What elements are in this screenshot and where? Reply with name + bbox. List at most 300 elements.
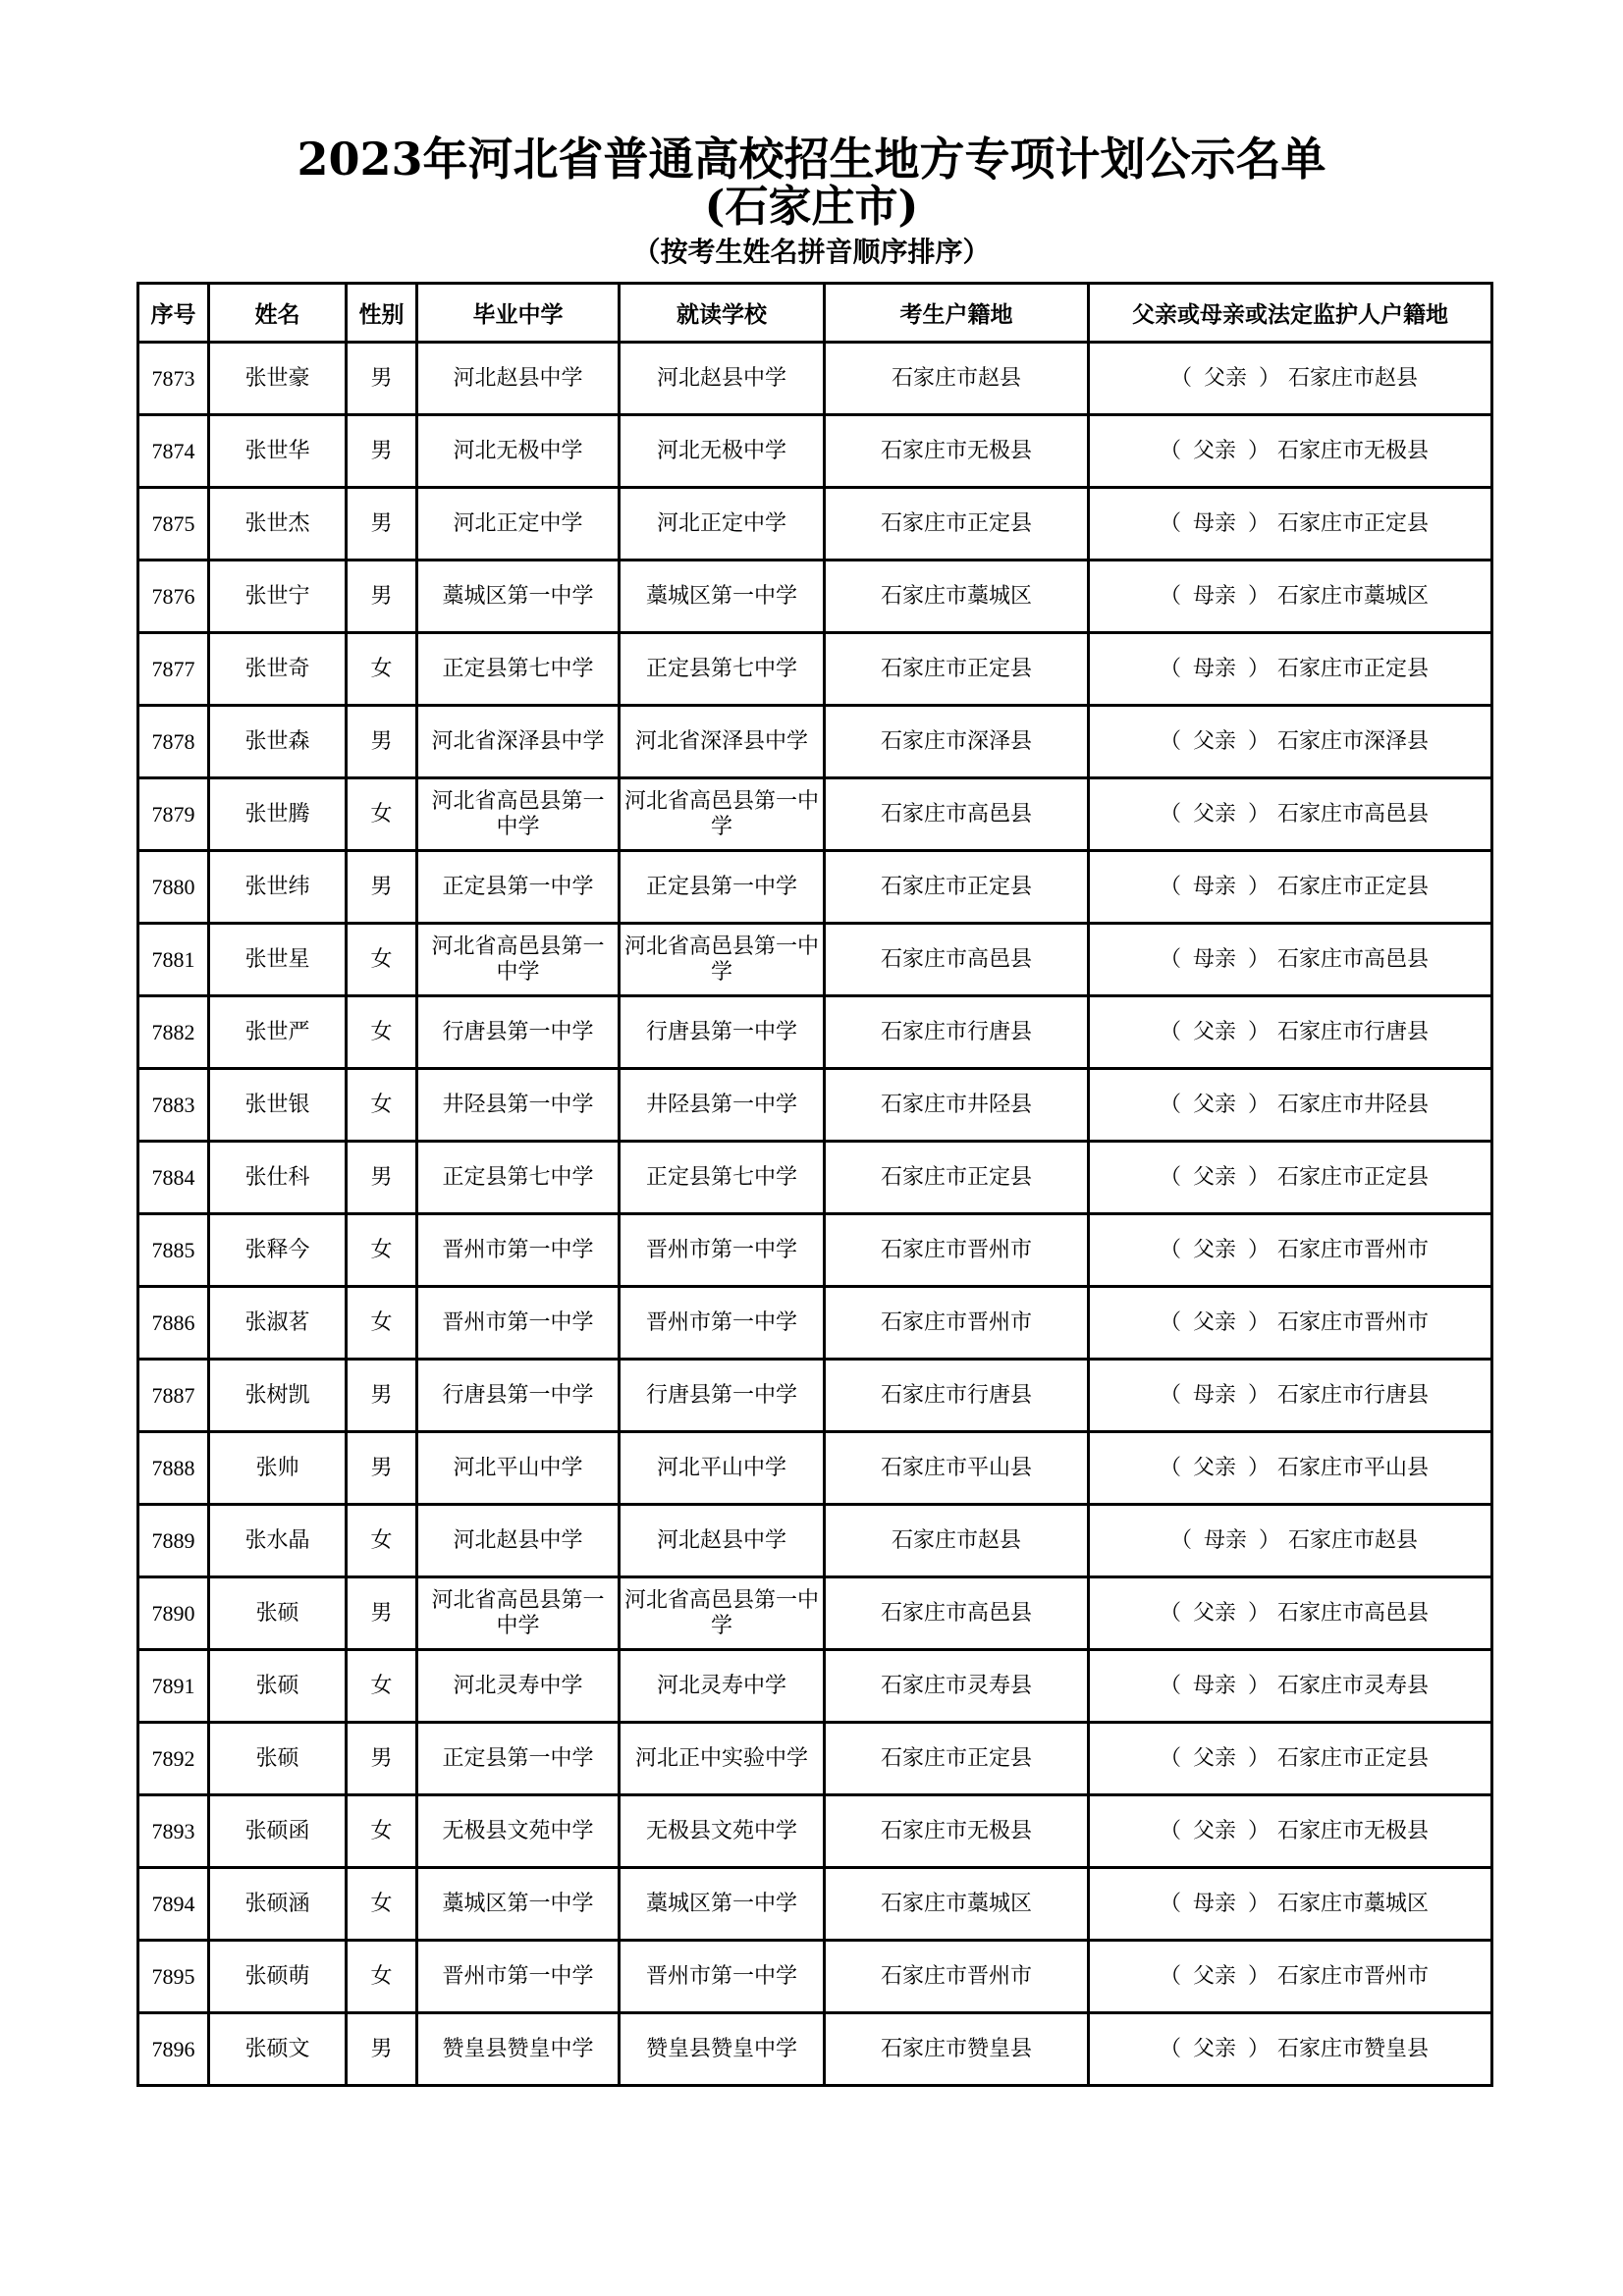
serial-number-cell: 7888: [138, 1432, 209, 1505]
gender-cell: 男: [347, 415, 417, 488]
parent-residence-cell: [1089, 633, 1492, 706]
parent-relation: 母亲: [1192, 1673, 1236, 1698]
close-paren: ）: [1248, 1600, 1271, 1626]
gender-cell: 女: [347, 1868, 417, 1941]
parent-residence-cell: [1089, 1723, 1492, 1795]
parent-residence: 石家庄市藁城区: [1277, 583, 1430, 609]
open-paren: （: [1159, 1309, 1181, 1335]
student-residence-cell: 石家庄市高邑县: [825, 1577, 1089, 1650]
parent-relation: 母亲: [1192, 510, 1236, 536]
table-row: [138, 1868, 1492, 1941]
graduation-school-cell: 河北正定中学: [417, 488, 620, 561]
graduation-school-cell: 河北省深泽县中学: [417, 706, 620, 778]
close-paren: ）: [1248, 656, 1271, 681]
close-paren: ）: [1248, 1673, 1271, 1698]
parent-residence-cell: [1089, 706, 1492, 778]
table-row: [138, 1432, 1492, 1505]
open-paren: （: [1159, 1092, 1181, 1117]
close-paren: ）: [1248, 1309, 1271, 1335]
current-school-cell: 河北省深泽县中学: [620, 706, 825, 778]
serial-number-cell: 7884: [138, 1142, 209, 1214]
table-header: [138, 284, 1492, 343]
gender-cell: 女: [347, 778, 417, 851]
table-body: [138, 343, 1492, 2086]
close-paren: ）: [1259, 365, 1281, 391]
student-residence-cell: 石家庄市行唐县: [825, 1360, 1089, 1432]
header-name: 姓名: [209, 284, 347, 343]
parent-residence-cell: [1089, 488, 1492, 561]
parent-residence-cell: [1089, 1214, 1492, 1287]
table-row: [138, 633, 1492, 706]
close-paren: ）: [1259, 1527, 1281, 1553]
table-row: [138, 343, 1492, 415]
close-paren: ）: [1248, 1164, 1271, 1190]
open-paren: （: [1159, 1019, 1181, 1044]
parent-relation: 母亲: [1192, 656, 1236, 681]
student-name-cell: 张世纬: [209, 851, 347, 924]
close-paren: ）: [1248, 1237, 1271, 1262]
serial-number-cell: 7875: [138, 488, 209, 561]
parent-relation: 母亲: [1192, 583, 1236, 609]
open-paren: （: [1159, 1963, 1181, 1989]
parent-residence: 石家庄市灵寿县: [1277, 1673, 1430, 1698]
parent-relation: 母亲: [1192, 1891, 1236, 1916]
parent-residence-cell: [1089, 1069, 1492, 1142]
table-row: [138, 1360, 1492, 1432]
student-name-cell: 张帅: [209, 1432, 347, 1505]
parent-relation: 父亲: [1192, 801, 1236, 827]
close-paren: ）: [1248, 1455, 1271, 1480]
close-paren: ）: [1248, 1818, 1271, 1843]
student-residence-cell: 石家庄市晋州市: [825, 1287, 1089, 1360]
serial-number-cell: 7880: [138, 851, 209, 924]
header-gender: 性别: [347, 284, 417, 343]
close-paren: ）: [1248, 438, 1271, 463]
parent-residence: 石家庄市正定县: [1277, 1745, 1430, 1771]
parent-relation: 母亲: [1192, 946, 1236, 972]
current-school-cell: 藁城区第一中学: [620, 561, 825, 633]
sort-order-note: （按考生姓名拼音顺序排序）: [632, 236, 991, 268]
parent-residence: 石家庄市深泽县: [1277, 728, 1430, 754]
parent-residence-cell: [1089, 851, 1492, 924]
gender-cell: 女: [347, 924, 417, 996]
parent-residence: 石家庄市行唐县: [1277, 1382, 1430, 1408]
student-name-cell: 张硕文: [209, 2013, 347, 2086]
serial-number-cell: 7882: [138, 996, 209, 1069]
table-row: [138, 1941, 1492, 2013]
parent-relation: 父亲: [1192, 728, 1236, 754]
open-paren: （: [1159, 801, 1181, 827]
student-name-cell: 张世宁: [209, 561, 347, 633]
current-school-cell: 河北无极中学: [620, 415, 825, 488]
student-name-cell: 张硕: [209, 1723, 347, 1795]
serial-number-cell: 7885: [138, 1214, 209, 1287]
table-row: [138, 1650, 1492, 1723]
close-paren: ）: [1248, 1019, 1271, 1044]
close-paren: ）: [1248, 801, 1271, 827]
table-row: [138, 851, 1492, 924]
student-residence-cell: 石家庄市平山县: [825, 1432, 1089, 1505]
student-name-cell: 张世星: [209, 924, 347, 996]
student-residence-cell: 石家庄市正定县: [825, 633, 1089, 706]
current-school-cell: 河北平山中学: [620, 1432, 825, 1505]
parent-residence-cell: [1089, 561, 1492, 633]
gender-cell: 男: [347, 706, 417, 778]
open-paren: （: [1159, 510, 1181, 536]
student-name-cell: 张硕: [209, 1577, 347, 1650]
header-current-school: 就读学校: [620, 284, 825, 343]
parent-residence-cell: [1089, 415, 1492, 488]
parent-relation: 父亲: [1192, 1164, 1236, 1190]
serial-number-cell: 7894: [138, 1868, 209, 1941]
student-residence-cell: 石家庄市正定县: [825, 1723, 1089, 1795]
table-row: [138, 1505, 1492, 1577]
gender-cell: 女: [347, 1650, 417, 1723]
parent-residence-cell: [1089, 1505, 1492, 1577]
current-school-cell: 正定县第七中学: [620, 1142, 825, 1214]
student-name-cell: 张世奇: [209, 633, 347, 706]
open-paren: （: [1159, 1382, 1181, 1408]
graduation-school-cell: 河北赵县中学: [417, 343, 620, 415]
table-row: [138, 561, 1492, 633]
open-paren: （: [1159, 1891, 1181, 1916]
graduation-school-cell: 河北省高邑县第一中学: [417, 924, 620, 996]
table-row: [138, 415, 1492, 488]
graduation-school-cell: 正定县第七中学: [417, 1142, 620, 1214]
student-name-cell: 张仕科: [209, 1142, 347, 1214]
parent-relation: 父亲: [1192, 1309, 1236, 1335]
student-name-cell: 张世腾: [209, 778, 347, 851]
student-name-cell: 张世豪: [209, 343, 347, 415]
current-school-cell: 河北省高邑县第一中学: [620, 1577, 825, 1650]
header-student-residence: 考生户籍地: [825, 284, 1089, 343]
open-paren: （: [1159, 1818, 1181, 1843]
close-paren: ）: [1248, 1963, 1271, 1989]
serial-number-cell: 7881: [138, 924, 209, 996]
current-school-cell: 河北正定中学: [620, 488, 825, 561]
parent-relation: 父亲: [1192, 1963, 1236, 1989]
parent-residence: 石家庄市高邑县: [1277, 1600, 1430, 1626]
graduation-school-cell: 晋州市第一中学: [417, 1287, 620, 1360]
parent-relation: 母亲: [1192, 874, 1236, 899]
graduation-school-cell: 河北灵寿中学: [417, 1650, 620, 1723]
close-paren: ）: [1248, 728, 1271, 754]
parent-residence: 石家庄市无极县: [1277, 1818, 1430, 1843]
serial-number-cell: 7887: [138, 1360, 209, 1432]
table-row: [138, 924, 1492, 996]
gender-cell: 男: [347, 2013, 417, 2086]
parent-residence-cell: [1089, 1941, 1492, 2013]
student-name-cell: 张淑茗: [209, 1287, 347, 1360]
graduation-school-cell: 行唐县第一中学: [417, 1360, 620, 1432]
table-row: [138, 1795, 1492, 1868]
gender-cell: 女: [347, 996, 417, 1069]
graduation-school-cell: 藁城区第一中学: [417, 561, 620, 633]
gender-cell: 女: [347, 1505, 417, 1577]
open-paren: （: [1159, 1673, 1181, 1698]
table-row: [138, 778, 1492, 851]
close-paren: ）: [1248, 874, 1271, 899]
student-residence-cell: 石家庄市赞皇县: [825, 2013, 1089, 2086]
table-row: [138, 996, 1492, 1069]
gender-cell: 男: [347, 1723, 417, 1795]
gender-cell: 男: [347, 343, 417, 415]
open-paren: （: [1159, 874, 1181, 899]
gender-cell: 男: [347, 851, 417, 924]
serial-number-cell: 7874: [138, 415, 209, 488]
open-paren: （: [1159, 438, 1181, 463]
open-paren: （: [1159, 656, 1181, 681]
graduation-school-cell: 晋州市第一中学: [417, 1214, 620, 1287]
parent-residence: 石家庄市正定县: [1277, 510, 1430, 536]
graduation-school-cell: 正定县第七中学: [417, 633, 620, 706]
parent-residence: 石家庄市高邑县: [1277, 946, 1430, 972]
serial-number-cell: 7879: [138, 778, 209, 851]
student-name-cell: 张世森: [209, 706, 347, 778]
student-residence-cell: 石家庄市藁城区: [825, 1868, 1089, 1941]
document-subtitle-city: (石家庄市): [704, 182, 919, 232]
open-paren: （: [1159, 728, 1181, 754]
serial-number-cell: 7889: [138, 1505, 209, 1577]
current-school-cell: 正定县第七中学: [620, 633, 825, 706]
gender-cell: 男: [347, 561, 417, 633]
student-name-cell: 张世严: [209, 996, 347, 1069]
parent-residence: 石家庄市高邑县: [1277, 801, 1430, 827]
student-residence-cell: 石家庄市高邑县: [825, 778, 1089, 851]
parent-residence-cell: [1089, 1287, 1492, 1360]
table-row: [138, 488, 1492, 561]
gender-cell: 女: [347, 633, 417, 706]
serial-number-cell: 7896: [138, 2013, 209, 2086]
parent-residence-cell: [1089, 778, 1492, 851]
current-school-cell: 河北正中实验中学: [620, 1723, 825, 1795]
serial-number-cell: 7893: [138, 1795, 209, 1868]
parent-residence: 石家庄市正定县: [1277, 656, 1430, 681]
gender-cell: 女: [347, 1941, 417, 2013]
parent-residence: 石家庄市无极县: [1277, 438, 1430, 463]
parent-relation: 父亲: [1192, 2036, 1236, 2061]
close-paren: ）: [1248, 1891, 1271, 1916]
close-paren: ）: [1248, 2036, 1271, 2061]
parent-residence: 石家庄市藁城区: [1277, 1891, 1430, 1916]
open-paren: （: [1159, 2036, 1181, 2061]
close-paren: ）: [1248, 1745, 1271, 1771]
gender-cell: 男: [347, 488, 417, 561]
open-paren: （: [1169, 1527, 1192, 1553]
current-school-cell: 井陉县第一中学: [620, 1069, 825, 1142]
table-row: [138, 1069, 1492, 1142]
current-school-cell: 晋州市第一中学: [620, 1214, 825, 1287]
open-paren: （: [1169, 365, 1192, 391]
student-name-cell: 张水晶: [209, 1505, 347, 1577]
current-school-cell: 晋州市第一中学: [620, 1941, 825, 2013]
student-residence-cell: 石家庄市藁城区: [825, 561, 1089, 633]
parent-relation: 父亲: [1192, 1019, 1236, 1044]
parent-residence: 石家庄市晋州市: [1277, 1963, 1430, 1989]
close-paren: ）: [1248, 946, 1271, 972]
student-residence-cell: 石家庄市无极县: [825, 1795, 1089, 1868]
graduation-school-cell: 正定县第一中学: [417, 851, 620, 924]
student-residence-cell: 石家庄市灵寿县: [825, 1650, 1089, 1723]
serial-number-cell: 7895: [138, 1941, 209, 2013]
graduation-school-cell: 晋州市第一中学: [417, 1941, 620, 2013]
student-residence-cell: 石家庄市高邑县: [825, 924, 1089, 996]
graduation-school-cell: 河北赵县中学: [417, 1505, 620, 1577]
parent-residence: 石家庄市平山县: [1277, 1455, 1430, 1480]
student-name-cell: 张世银: [209, 1069, 347, 1142]
student-residence-cell: 石家庄市无极县: [825, 415, 1089, 488]
serial-number-cell: 7876: [138, 561, 209, 633]
student-name-cell: 张硕: [209, 1650, 347, 1723]
student-name-cell: 张释今: [209, 1214, 347, 1287]
parent-relation: 父亲: [1192, 1092, 1236, 1117]
student-name-cell: 张硕萌: [209, 1941, 347, 2013]
current-school-cell: 藁城区第一中学: [620, 1868, 825, 1941]
parent-residence: 石家庄市赵县: [1288, 1527, 1419, 1553]
parent-residence-cell: [1089, 1795, 1492, 1868]
header-row: [138, 284, 1492, 343]
parent-relation: 父亲: [1192, 1745, 1236, 1771]
header-serial-number: 序号: [138, 284, 209, 343]
serial-number-cell: 7890: [138, 1577, 209, 1650]
parent-residence-cell: [1089, 1650, 1492, 1723]
parent-relation: 父亲: [1192, 1237, 1236, 1262]
gender-cell: 女: [347, 1287, 417, 1360]
parent-relation: 父亲: [1192, 438, 1236, 463]
current-school-cell: 河北灵寿中学: [620, 1650, 825, 1723]
serial-number-cell: 7891: [138, 1650, 209, 1723]
student-name-cell: 张硕涵: [209, 1868, 347, 1941]
parent-relation: 父亲: [1192, 1818, 1236, 1843]
parent-residence-cell: [1089, 1360, 1492, 1432]
table-row: [138, 2013, 1492, 2086]
current-school-cell: 河北赵县中学: [620, 343, 825, 415]
graduation-school-cell: 行唐县第一中学: [417, 996, 620, 1069]
close-paren: ）: [1248, 1092, 1271, 1117]
admission-roster-table: [136, 282, 1493, 2087]
graduation-school-cell: 井陉县第一中学: [417, 1069, 620, 1142]
student-residence-cell: 石家庄市井陉县: [825, 1069, 1089, 1142]
gender-cell: 男: [347, 1142, 417, 1214]
serial-number-cell: 7877: [138, 633, 209, 706]
serial-number-cell: 7883: [138, 1069, 209, 1142]
parent-residence-cell: [1089, 1432, 1492, 1505]
header-graduation-school: 毕业中学: [417, 284, 620, 343]
serial-number-cell: 7878: [138, 706, 209, 778]
student-residence-cell: 石家庄市正定县: [825, 1142, 1089, 1214]
graduation-school-cell: 河北省高邑县第一中学: [417, 778, 620, 851]
table-row: [138, 1142, 1492, 1214]
graduation-school-cell: 无极县文苑中学: [417, 1795, 620, 1868]
parent-residence: 石家庄市行唐县: [1277, 1019, 1430, 1044]
gender-cell: 男: [347, 1432, 417, 1505]
gender-cell: 女: [347, 1069, 417, 1142]
gender-cell: 女: [347, 1795, 417, 1868]
student-name-cell: 张世杰: [209, 488, 347, 561]
parent-residence: 石家庄市正定县: [1277, 1164, 1430, 1190]
gender-cell: 女: [347, 1214, 417, 1287]
parent-residence-cell: [1089, 924, 1492, 996]
parent-residence-cell: [1089, 2013, 1492, 2086]
parent-residence-cell: [1089, 1868, 1492, 1941]
student-residence-cell: 石家庄市正定县: [825, 488, 1089, 561]
student-residence-cell: 石家庄市正定县: [825, 851, 1089, 924]
current-school-cell: 河北省高邑县第一中学: [620, 924, 825, 996]
current-school-cell: 河北省高邑县第一中学: [620, 778, 825, 851]
parent-relation: 父亲: [1203, 365, 1247, 391]
parent-residence: 石家庄市井陉县: [1277, 1092, 1430, 1117]
student-residence-cell: 石家庄市赵县: [825, 1505, 1089, 1577]
close-paren: ）: [1248, 1382, 1271, 1408]
graduation-school-cell: 正定县第一中学: [417, 1723, 620, 1795]
open-paren: （: [1159, 1745, 1181, 1771]
serial-number-cell: 7873: [138, 343, 209, 415]
graduation-school-cell: 河北省高邑县第一中学: [417, 1577, 620, 1650]
student-name-cell: 张树凯: [209, 1360, 347, 1432]
current-school-cell: 赞皇县赞皇中学: [620, 2013, 825, 2086]
document-title: 2023年河北省普通高校招生地方专项计划公示名单: [297, 133, 1326, 186]
close-paren: ）: [1248, 583, 1271, 609]
student-residence-cell: 石家庄市深泽县: [825, 706, 1089, 778]
current-school-cell: 无极县文苑中学: [620, 1795, 825, 1868]
parent-residence-cell: [1089, 996, 1492, 1069]
header-parent-residence: 父亲或母亲或法定监护人户籍地: [1089, 284, 1492, 343]
parent-residence: 石家庄市正定县: [1277, 874, 1430, 899]
student-name-cell: 张世华: [209, 415, 347, 488]
open-paren: （: [1159, 946, 1181, 972]
open-paren: （: [1159, 1237, 1181, 1262]
student-residence-cell: 石家庄市赵县: [825, 343, 1089, 415]
graduation-school-cell: 藁城区第一中学: [417, 1868, 620, 1941]
student-residence-cell: 石家庄市晋州市: [825, 1941, 1089, 2013]
table-row: [138, 1723, 1492, 1795]
open-paren: （: [1159, 1164, 1181, 1190]
student-residence-cell: 石家庄市晋州市: [825, 1214, 1089, 1287]
parent-relation: 父亲: [1192, 1455, 1236, 1480]
current-school-cell: 河北赵县中学: [620, 1505, 825, 1577]
graduation-school-cell: 河北无极中学: [417, 415, 620, 488]
close-paren: ）: [1248, 510, 1271, 536]
table-row: [138, 706, 1492, 778]
current-school-cell: 行唐县第一中学: [620, 996, 825, 1069]
open-paren: （: [1159, 583, 1181, 609]
current-school-cell: 行唐县第一中学: [620, 1360, 825, 1432]
open-paren: （: [1159, 1455, 1181, 1480]
current-school-cell: 晋州市第一中学: [620, 1287, 825, 1360]
serial-number-cell: 7892: [138, 1723, 209, 1795]
open-paren: （: [1159, 1600, 1181, 1626]
parent-residence: 石家庄市赵县: [1288, 365, 1419, 391]
serial-number-cell: 7886: [138, 1287, 209, 1360]
student-name-cell: 张硕函: [209, 1795, 347, 1868]
parent-residence: 石家庄市赞皇县: [1277, 2036, 1430, 2061]
parent-residence-cell: [1089, 343, 1492, 415]
student-residence-cell: 石家庄市行唐县: [825, 996, 1089, 1069]
parent-relation: 父亲: [1192, 1600, 1236, 1626]
table-row: [138, 1287, 1492, 1360]
parent-relation: 母亲: [1192, 1382, 1236, 1408]
parent-residence-cell: [1089, 1142, 1492, 1214]
gender-cell: 男: [347, 1360, 417, 1432]
table-row: [138, 1214, 1492, 1287]
gender-cell: 男: [347, 1577, 417, 1650]
current-school-cell: 正定县第一中学: [620, 851, 825, 924]
parent-relation: 母亲: [1203, 1527, 1247, 1553]
table-row: [138, 1577, 1492, 1650]
parent-residence: 石家庄市晋州市: [1277, 1237, 1430, 1262]
graduation-school-cell: 赞皇县赞皇中学: [417, 2013, 620, 2086]
parent-residence: 石家庄市晋州市: [1277, 1309, 1430, 1335]
